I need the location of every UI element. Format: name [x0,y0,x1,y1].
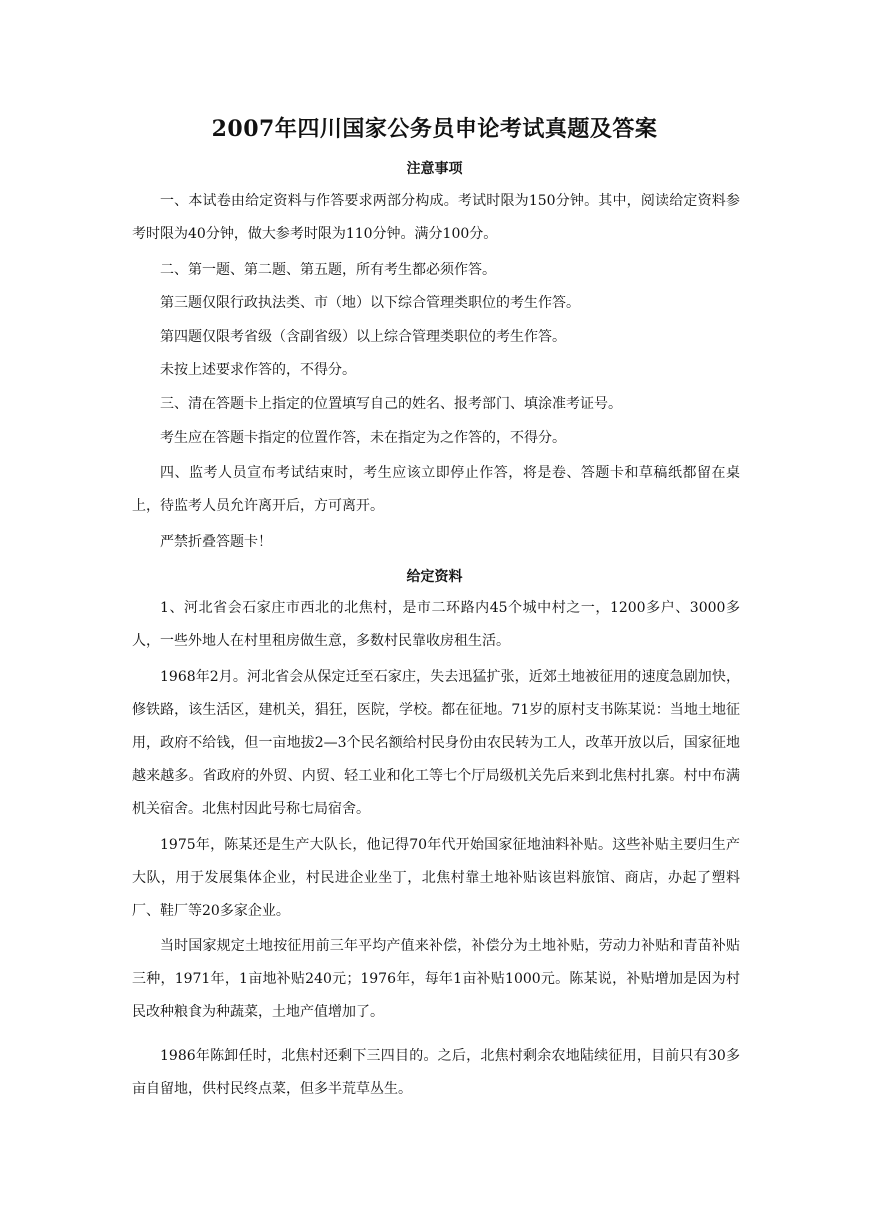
notice-paragraph: 三、清在答题卡上指定的位置填写自己的姓名、报考部门、填涂准考证号。 [160,396,622,412]
material-paragraph: 1、河北省会石家庄市西北的北焦村，是市二环路内45个城中村之一，1200多户、3000多人，一些外地人在村里租房做生意，多数村民靠收房租生活。 [132,600,740,649]
material-paragraph: 1968年2月。河北省会从保定迁至石家庄，失去迅猛扩张，近郊土地被征用的速度急剧加快，修铁路，该生活区，建机关，猖狂，医院，学校。都在征地。71岁的原村支书陈某说：当地土地征用，政府不给钱，但一亩地拔2—3个民名额给村民身份由农民转为工人，改革开放以后，国家征地越来越多。省政府的外贸、内贸、轻工业和化工等七个厅局级机关先后来到北焦村扎寨。村中布满机关宿舍。北焦村因此号称七局宿舍。 [132,669,740,817]
notice-paragraph: 一、本试卷由给定资料与作答要求两部分构成。考试时限为150分钟。其中，阅读给定资料参考时限为40分钟，做大参考时限为110分钟。满分100分。 [132,193,740,242]
notice-paragraph: 未按上述要求作答的，不得分。 [160,362,356,378]
notice-heading: 注意事项 [406,161,463,177]
material-paragraph: 1975年，陈某还是生产大队长，他记得70年代开始国家征地油料补贴。这些补贴主要归生产大队，用于发展集体企业，村民进企业坐丁，北焦村靠土地补贴该岜料旅馆、商店，办起了塑料厂、鞋厂等20多家企业。 [132,837,740,919]
material-paragraph: 1986年陈卸任时，北焦村还剩下三四目的。之后，北焦村剩余农地陆续征用，目前只有30多亩自留地，供村民终点菜，但多半荒草丛生。 [132,1048,740,1097]
notice-paragraph: 二、第一题、第二题、第五题，所有考生都必须作答。 [160,262,496,278]
material-heading: 给定资料 [406,569,463,585]
notice-paragraph: 第三题仅限行政执法类、市（地）以下综合管理类职位的考生作答。 [160,295,580,311]
document-title: 2007年四川国家公务员申论考试真题及答案 [211,116,658,142]
material-paragraph: 当时国家规定土地按征用前三年平均产值来补偿，补偿分为土地补贴，劳动力补贴和青苗补贴三种，1971年，1亩地补贴240元；1976年，每年1亩补贴1000元。陈某说，补贴增加是因为村民改种粮食为种蔬菜，土地产值增加了。 [132,938,740,1020]
notice-paragraph: 四、监考人员宣布考试结束时，考生应该立即停止作答，将是卷、答题卡和草稿纸都留在桌上，待监考人员允许离开后，方可离开。 [132,465,740,514]
notice-paragraph: 第四题仅限考省级（含副省级）以上综合管理类职位的考生作答。 [160,329,566,345]
notice-paragraph: 考生应在答题卡指定的位置作答，未在指定为之作答的，不得分。 [160,430,566,446]
notice-paragraph: 严禁折叠答题卡！ [160,534,272,550]
